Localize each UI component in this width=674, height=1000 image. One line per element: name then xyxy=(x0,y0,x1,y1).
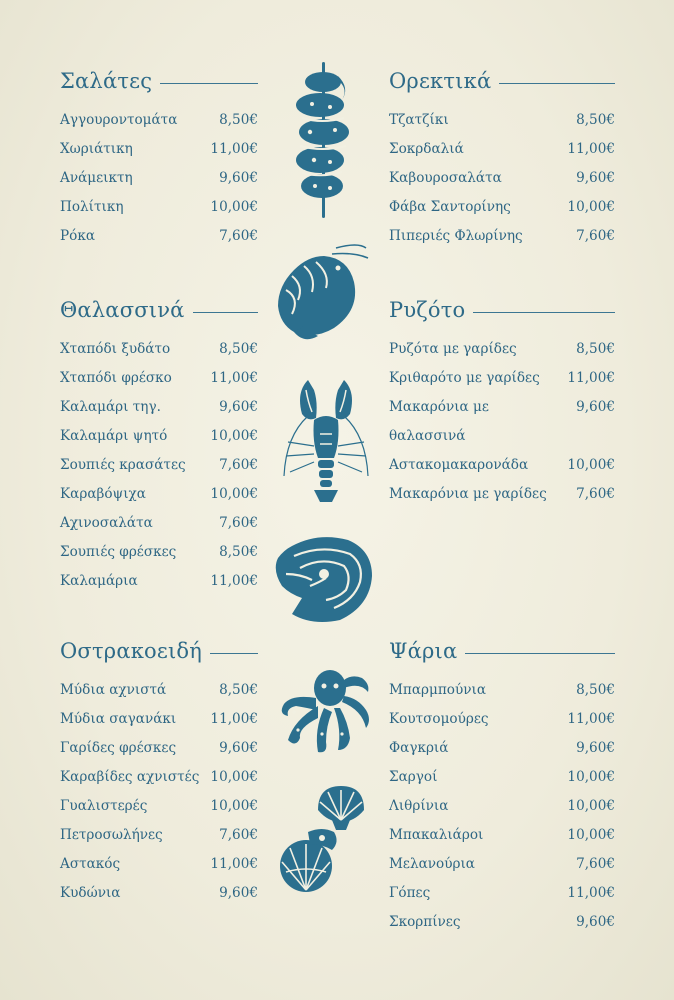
menu-item xyxy=(60,821,258,850)
item-name: Ανάμεικτη xyxy=(60,170,133,186)
item-name: Καλαμάρια xyxy=(60,573,138,589)
menu-list xyxy=(389,676,615,937)
item-price: 11,00€ xyxy=(210,856,258,872)
item-name: Χταπόδι φρέσκο xyxy=(60,370,172,386)
item-price: 10,00€ xyxy=(210,199,258,215)
section-ostrakoeidi xyxy=(60,634,258,908)
item-price: 8,50€ xyxy=(219,112,258,128)
item-price: 10,00€ xyxy=(210,486,258,502)
item-price: 10,00€ xyxy=(567,827,615,843)
section-title: Ρυζότο xyxy=(389,298,466,322)
item-price: 11,00€ xyxy=(210,141,258,157)
item-name: Καλαμάρι ψητό xyxy=(60,428,168,444)
item-price: 10,00€ xyxy=(567,798,615,814)
menu-item xyxy=(389,393,615,451)
item-price: 11,00€ xyxy=(567,370,615,386)
item-name: Μακαρόνια με θαλασσινά xyxy=(389,399,489,444)
item-name: Λιθρίνια xyxy=(389,798,449,814)
item-price: 10,00€ xyxy=(210,798,258,814)
title-rule xyxy=(160,83,258,84)
item-name: Μύδια αχνιστά xyxy=(60,682,167,698)
item-price: 8,50€ xyxy=(576,112,615,128)
menu-list xyxy=(60,676,258,908)
menu-item xyxy=(60,222,258,251)
item-name: Κυδώνια xyxy=(60,885,121,901)
menu-item xyxy=(60,393,258,422)
item-name: Καβουροσαλάτα xyxy=(389,170,502,186)
section-header xyxy=(389,64,615,98)
item-name: Σουπιές κρασάτες xyxy=(60,457,186,473)
item-price: 9,60€ xyxy=(576,740,615,756)
menu-item xyxy=(389,222,615,251)
item-price: 8,50€ xyxy=(219,341,258,357)
menu-item xyxy=(389,480,615,509)
menu-item xyxy=(389,792,615,821)
item-price: 9,60€ xyxy=(219,740,258,756)
item-price: 7,60€ xyxy=(219,457,258,473)
menu-item xyxy=(389,364,615,393)
item-name: Μύδια σαγανάκι xyxy=(60,711,177,727)
salmon-steak-icon xyxy=(272,534,378,626)
item-name: Αγγουροντομάτα xyxy=(60,112,178,128)
menu-item xyxy=(60,850,258,879)
menu-item xyxy=(60,567,258,596)
title-rule xyxy=(465,653,615,654)
item-name: Ρόκα xyxy=(60,228,96,244)
item-name: Σκορπίνες xyxy=(389,914,461,930)
item-price: 9,60€ xyxy=(219,885,258,901)
menu-item xyxy=(389,705,615,734)
item-name: Χταπόδι ξυδάτο xyxy=(60,341,171,357)
menu-item xyxy=(389,763,615,792)
octopus-icon xyxy=(274,664,372,756)
menu-list xyxy=(389,106,615,251)
menu-item xyxy=(389,676,615,705)
item-price: 9,60€ xyxy=(576,914,615,930)
menu-item xyxy=(60,792,258,821)
menu-item xyxy=(389,164,615,193)
menu-item xyxy=(60,480,258,509)
menu-item xyxy=(389,451,615,480)
section-header xyxy=(389,634,615,668)
item-name: Μπαρμπούνια xyxy=(389,682,487,698)
section-thalassina xyxy=(60,293,258,596)
menu-item xyxy=(389,821,615,850)
item-name: Γόπες xyxy=(389,885,431,901)
scallop-icon xyxy=(314,782,368,832)
title-rule xyxy=(473,312,615,313)
section-header xyxy=(60,634,258,668)
clam-shell-icon xyxy=(276,826,342,896)
item-price: 10,00€ xyxy=(210,769,258,785)
item-price: 8,50€ xyxy=(576,341,615,357)
menu-item xyxy=(60,676,258,705)
menu-item xyxy=(60,364,258,393)
item-price: 11,00€ xyxy=(567,141,615,157)
item-name: Φαγκριά xyxy=(389,740,449,756)
item-price: 7,60€ xyxy=(576,486,615,502)
section-rizoto xyxy=(389,293,615,509)
menu-item xyxy=(389,106,615,135)
item-price: 7,60€ xyxy=(576,228,615,244)
menu-list xyxy=(60,335,258,596)
menu-item xyxy=(389,908,615,937)
item-name: Αχινοσαλάτα xyxy=(60,515,153,531)
item-price: 11,00€ xyxy=(567,885,615,901)
menu-item xyxy=(60,509,258,538)
menu-item xyxy=(389,734,615,763)
octopus-skewer-icon xyxy=(290,60,354,222)
menu-item xyxy=(389,135,615,164)
item-name: Πιπεριές Φλωρίνης xyxy=(389,228,523,244)
item-name: Καραβόψιχα xyxy=(60,486,146,502)
item-name: Φάβα Σαντορίνης xyxy=(389,199,511,215)
section-title: Θαλασσινά xyxy=(60,298,185,322)
item-name: Αστακός xyxy=(60,856,121,872)
menu-item xyxy=(60,451,258,480)
title-rule xyxy=(193,312,258,313)
item-price: 10,00€ xyxy=(567,457,615,473)
item-price: 9,60€ xyxy=(219,399,258,415)
item-price: 11,00€ xyxy=(210,573,258,589)
item-name: Γυαλιστερές xyxy=(60,798,148,814)
menu-item xyxy=(60,193,258,222)
menu-item xyxy=(60,763,258,792)
section-header xyxy=(60,293,258,327)
item-price: 9,60€ xyxy=(219,170,258,186)
item-name: Σαργοί xyxy=(389,769,438,785)
section-title: Ψάρια xyxy=(389,639,458,663)
item-price: 10,00€ xyxy=(567,199,615,215)
item-price: 9,60€ xyxy=(576,399,615,415)
item-name: Μπακαλιάροι xyxy=(389,827,484,843)
item-price: 7,60€ xyxy=(576,856,615,872)
menu-item xyxy=(60,106,258,135)
menu-item xyxy=(389,193,615,222)
item-name: Σουπιές φρέσκες xyxy=(60,544,177,560)
item-name: Τζατζίκι xyxy=(389,112,449,128)
menu-item xyxy=(60,135,258,164)
section-title: Οστρακοειδή xyxy=(60,639,203,663)
section-title: Σαλάτες xyxy=(60,69,153,93)
menu-item xyxy=(60,335,258,364)
item-name: Σοκρδαλιά xyxy=(389,141,464,157)
item-price: 10,00€ xyxy=(210,428,258,444)
menu-item xyxy=(60,422,258,451)
menu-item xyxy=(389,879,615,908)
item-name: Χωριάτικη xyxy=(60,141,133,157)
section-orektika xyxy=(389,64,615,251)
section-header xyxy=(60,64,258,98)
section-header xyxy=(389,293,615,327)
item-price: 7,60€ xyxy=(219,228,258,244)
section-title: Ορεκτικά xyxy=(389,69,492,93)
menu-item xyxy=(60,734,258,763)
item-price: 11,00€ xyxy=(210,370,258,386)
item-price: 11,00€ xyxy=(567,711,615,727)
item-name: Γαρίδες φρέσκες xyxy=(60,740,177,756)
item-name: Κουτσομούρες xyxy=(389,711,489,727)
item-name: Κριθαρότο με γαρίδες xyxy=(389,370,540,386)
menu-item xyxy=(389,850,615,879)
title-rule xyxy=(210,653,258,654)
item-price: 9,60€ xyxy=(576,170,615,186)
menu-item xyxy=(60,538,258,567)
lobster-icon xyxy=(278,376,374,508)
item-name: Καραβίδες αχνιστές xyxy=(60,769,200,785)
item-price: 8,50€ xyxy=(576,682,615,698)
section-psaria xyxy=(389,634,615,937)
menu-list xyxy=(60,106,258,251)
item-name: Καλαμάρι τηγ. xyxy=(60,399,161,415)
item-name: Πετροσωλήνες xyxy=(60,827,163,843)
item-name: Πολίτικη xyxy=(60,199,124,215)
menu-item xyxy=(389,335,615,364)
item-price: 7,60€ xyxy=(219,827,258,843)
section-salates xyxy=(60,64,258,251)
item-name: Ρυζότα με γαρίδες xyxy=(389,341,517,357)
shrimp-icon xyxy=(274,240,374,344)
menu-item xyxy=(60,705,258,734)
item-name: Αστακομακαρονάδα xyxy=(389,457,529,473)
item-name: Μακαρόνια με γαρίδες xyxy=(389,486,547,502)
item-price: 10,00€ xyxy=(567,769,615,785)
menu-list xyxy=(389,335,615,509)
title-rule xyxy=(499,83,615,84)
menu-item xyxy=(60,879,258,908)
item-price: 8,50€ xyxy=(219,682,258,698)
item-price: 7,60€ xyxy=(219,515,258,531)
menu-item xyxy=(60,164,258,193)
item-price: 8,50€ xyxy=(219,544,258,560)
item-price: 11,00€ xyxy=(210,711,258,727)
item-name: Μελανούρια xyxy=(389,856,475,872)
